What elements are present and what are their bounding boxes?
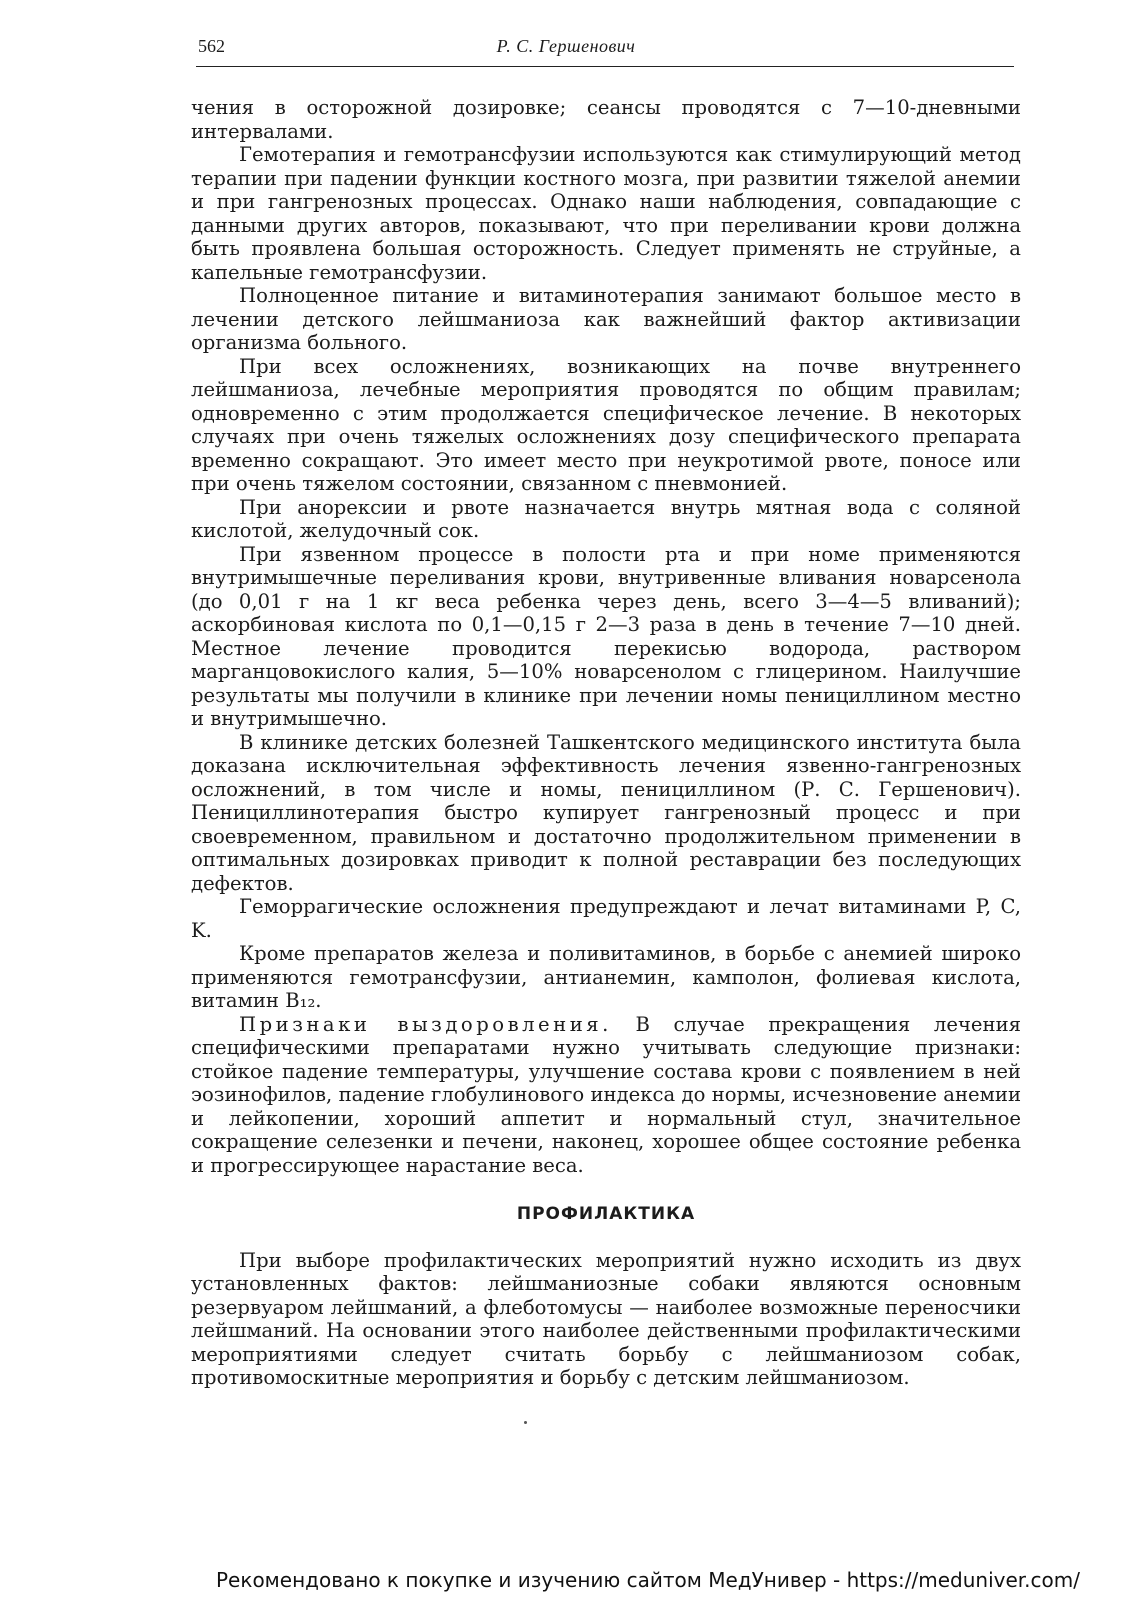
paragraph: чения в осторожной дозировке; сеансы проводятся с 7—10-дневными интервалами. [191, 96, 1021, 143]
page-number: 562 [198, 36, 225, 56]
paragraph: Полноценное питание и витаминотерапия занимают большое место в лечении детского лейшманиоза как важнейший фактор активизации организма больного. [191, 284, 1021, 354]
running-head: Р. С. Гершенович [496, 36, 636, 56]
section-heading: ПРОФИЛАКТИКА [516, 1204, 696, 1224]
header-rule [196, 66, 1014, 67]
paragraph: Геморрагические осложнения предупреждают и лечат витаминами P, C, K. [191, 895, 1021, 942]
paragraph: Кроме препаратов железа и поливитаминов, в борьбе с анемией широко применяются гемотрансфузии, антианемин, камполон, фолиевая кислота, витамин B₁₂. [191, 942, 1021, 1012]
paragraph: При всех осложнениях, возникающих на почве внутреннего лейшманиоза, лечебные мероприятия проводятся по общим правилам; одновременно с этим продолжается специфическое лечение. В некоторых случаях при очень тяжелых осложнениях дозу специфического препарата временно сокращают. Это имеет место при неукротимой рвоте, поносе или при очень тяжелом состоянии, связанном с пневмонией. [191, 354, 1021, 495]
paragraph: При выборе профилактических мероприятий нужно исходить из двух установленных фактов: лейшманиозные собаки являются основным резервуаром лейшманий, а флеботомусы — наиболее возможные переносчики лейшманий. На основании этого наиболее действенными профилактическими мероприятиями следует считать борьбу с лейшманиозом собак, противомоскитные мероприятия и борьбу с детским лейшманиозом. [191, 1248, 1021, 1389]
paragraph: При язвенном процессе в полости рта и при номе применяются внутримышечные переливания крови, внутривенные вливания новарсенола (до 0,01 г на 1 кг веса ребенка через день, всего 3—4—5 вливаний); аскорбиновая кислота по 0,1—0,15 г 2—3 раза в день в течение 7—10 дней. Местное лечение проводится перекисью водорода, раствором марганцовокислого калия, 5—10% новарсенолом с глицерином. Наилучшие результаты мы получили в клинике при лечении номы пенициллином местно и внутримышечно. [191, 542, 1021, 730]
paragraph: В клинике детских болезней Ташкентского медицинского института была доказана исключительная эффективность лечения язвенно-гангренозных осложнений, в том числе и номы, пенициллином (Р. С. Гершенович). Пенициллинотерапия быстро купирует гангренозный процесс и при своевременном, правильном и достаточно продолжительном применении в оптимальных дозировках приводит к полной реставрации без последующих дефектов. [191, 730, 1021, 895]
paragraph: Гемотерапия и гемотрансфузии используются как стимулирующий метод терапии при падении функции костного мозга, при развитии тяжелой анемии и при гангренозных процессах. Однако наши наблюдения, совпадающие с данными других авторов, показывают, что при переливании крови должна быть проявлена большая осторожность. Следует применять не струйные, а капельные гемотрансфузии. [191, 143, 1021, 284]
paragraph [191, 1013, 1021, 1178]
spaced-run-in-heading: Признаки выздоровления. [239, 1012, 612, 1036]
body-text [191, 96, 1021, 1390]
footer-watermark: Рекомендовано к покупке и изучению сайтом МедУнивер - https://meduniver.com/ [216, 1568, 1080, 1592]
print-speck [524, 1421, 527, 1424]
paragraph-text: В случае прекращения лечения специфическими препаратами нужно учитывать следующие признаки: стойкое падение температуры, улучшение состава крови с появлением в ней эозинофилов, падение глобулинового индекса до нормы, исчезновение анемии и лейкопении, хороший аппетит и нормальный стул, значительное сокращение селезенки и печени, наконец, хорошее общее состояние ребенка и прогрессирующее нарастание веса. [191, 1012, 1021, 1177]
paragraph: При анорексии и рвоте назначается внутрь мятная вода с соляной кислотой, желудочный сок. [191, 495, 1021, 542]
